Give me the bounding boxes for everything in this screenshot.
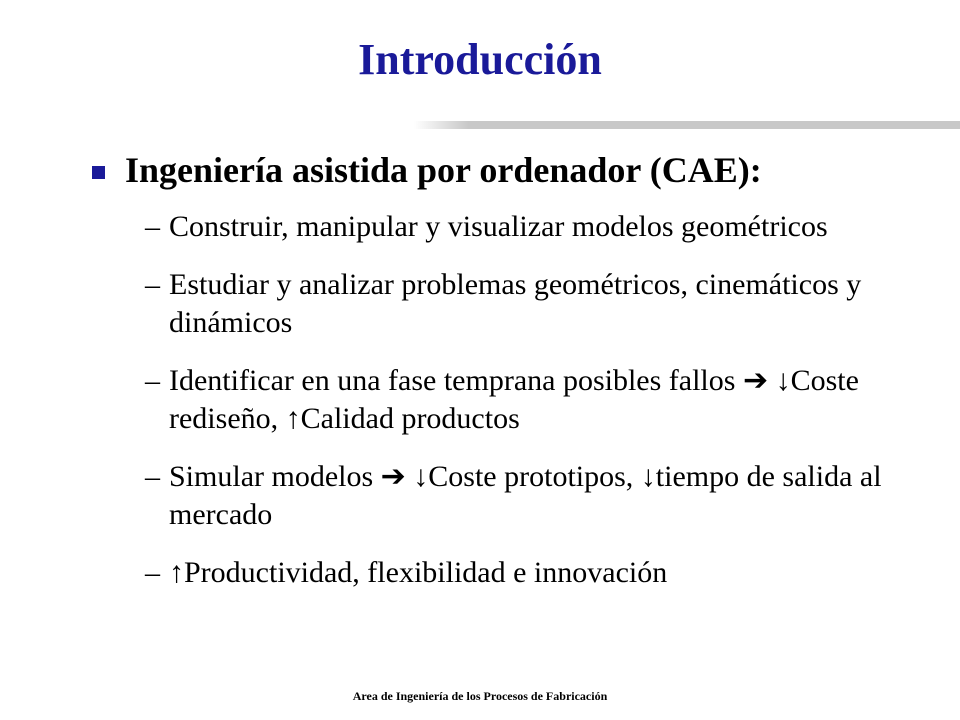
- dash-marker: –: [145, 460, 160, 493]
- sub-item-text: Estudiar y analizar problemas geométricos, cinemáticos y dinámicos: [169, 268, 862, 339]
- section-bullet: [92, 150, 762, 190]
- sub-item: [145, 362, 925, 438]
- square-bullet-icon: [92, 166, 105, 179]
- sub-item-text: Construir, manipular y visualizar modelos geométricos: [169, 210, 828, 243]
- sub-item-text: Identificar en una fase temprana posibles fallos ➔ ↓Coste rediseño, ↑Calidad productos: [169, 364, 859, 435]
- slide-title: Introducción: [358, 35, 602, 84]
- sub-item-text: Simular modelos ➔ ↓Coste prototipos, ↓tiempo de salida al mercado: [169, 460, 882, 531]
- sub-item: [145, 208, 925, 246]
- dash-marker: –: [145, 364, 160, 397]
- title-divider: [414, 121, 960, 129]
- sub-item: [145, 266, 925, 342]
- sub-item: [145, 554, 925, 592]
- section-heading: Ingeniería asistida por ordenador (CAE):: [125, 150, 762, 190]
- dash-marker: –: [145, 268, 160, 301]
- sub-item-text: ↑Productividad, flexibilidad e innovación: [169, 556, 668, 589]
- sub-item: [145, 458, 925, 534]
- footer-text: Area de Ingeniería de los Procesos de Fabricación: [352, 689, 608, 703]
- dash-marker: –: [145, 210, 160, 243]
- dash-marker: –: [145, 556, 160, 589]
- sub-item-list: [145, 208, 925, 612]
